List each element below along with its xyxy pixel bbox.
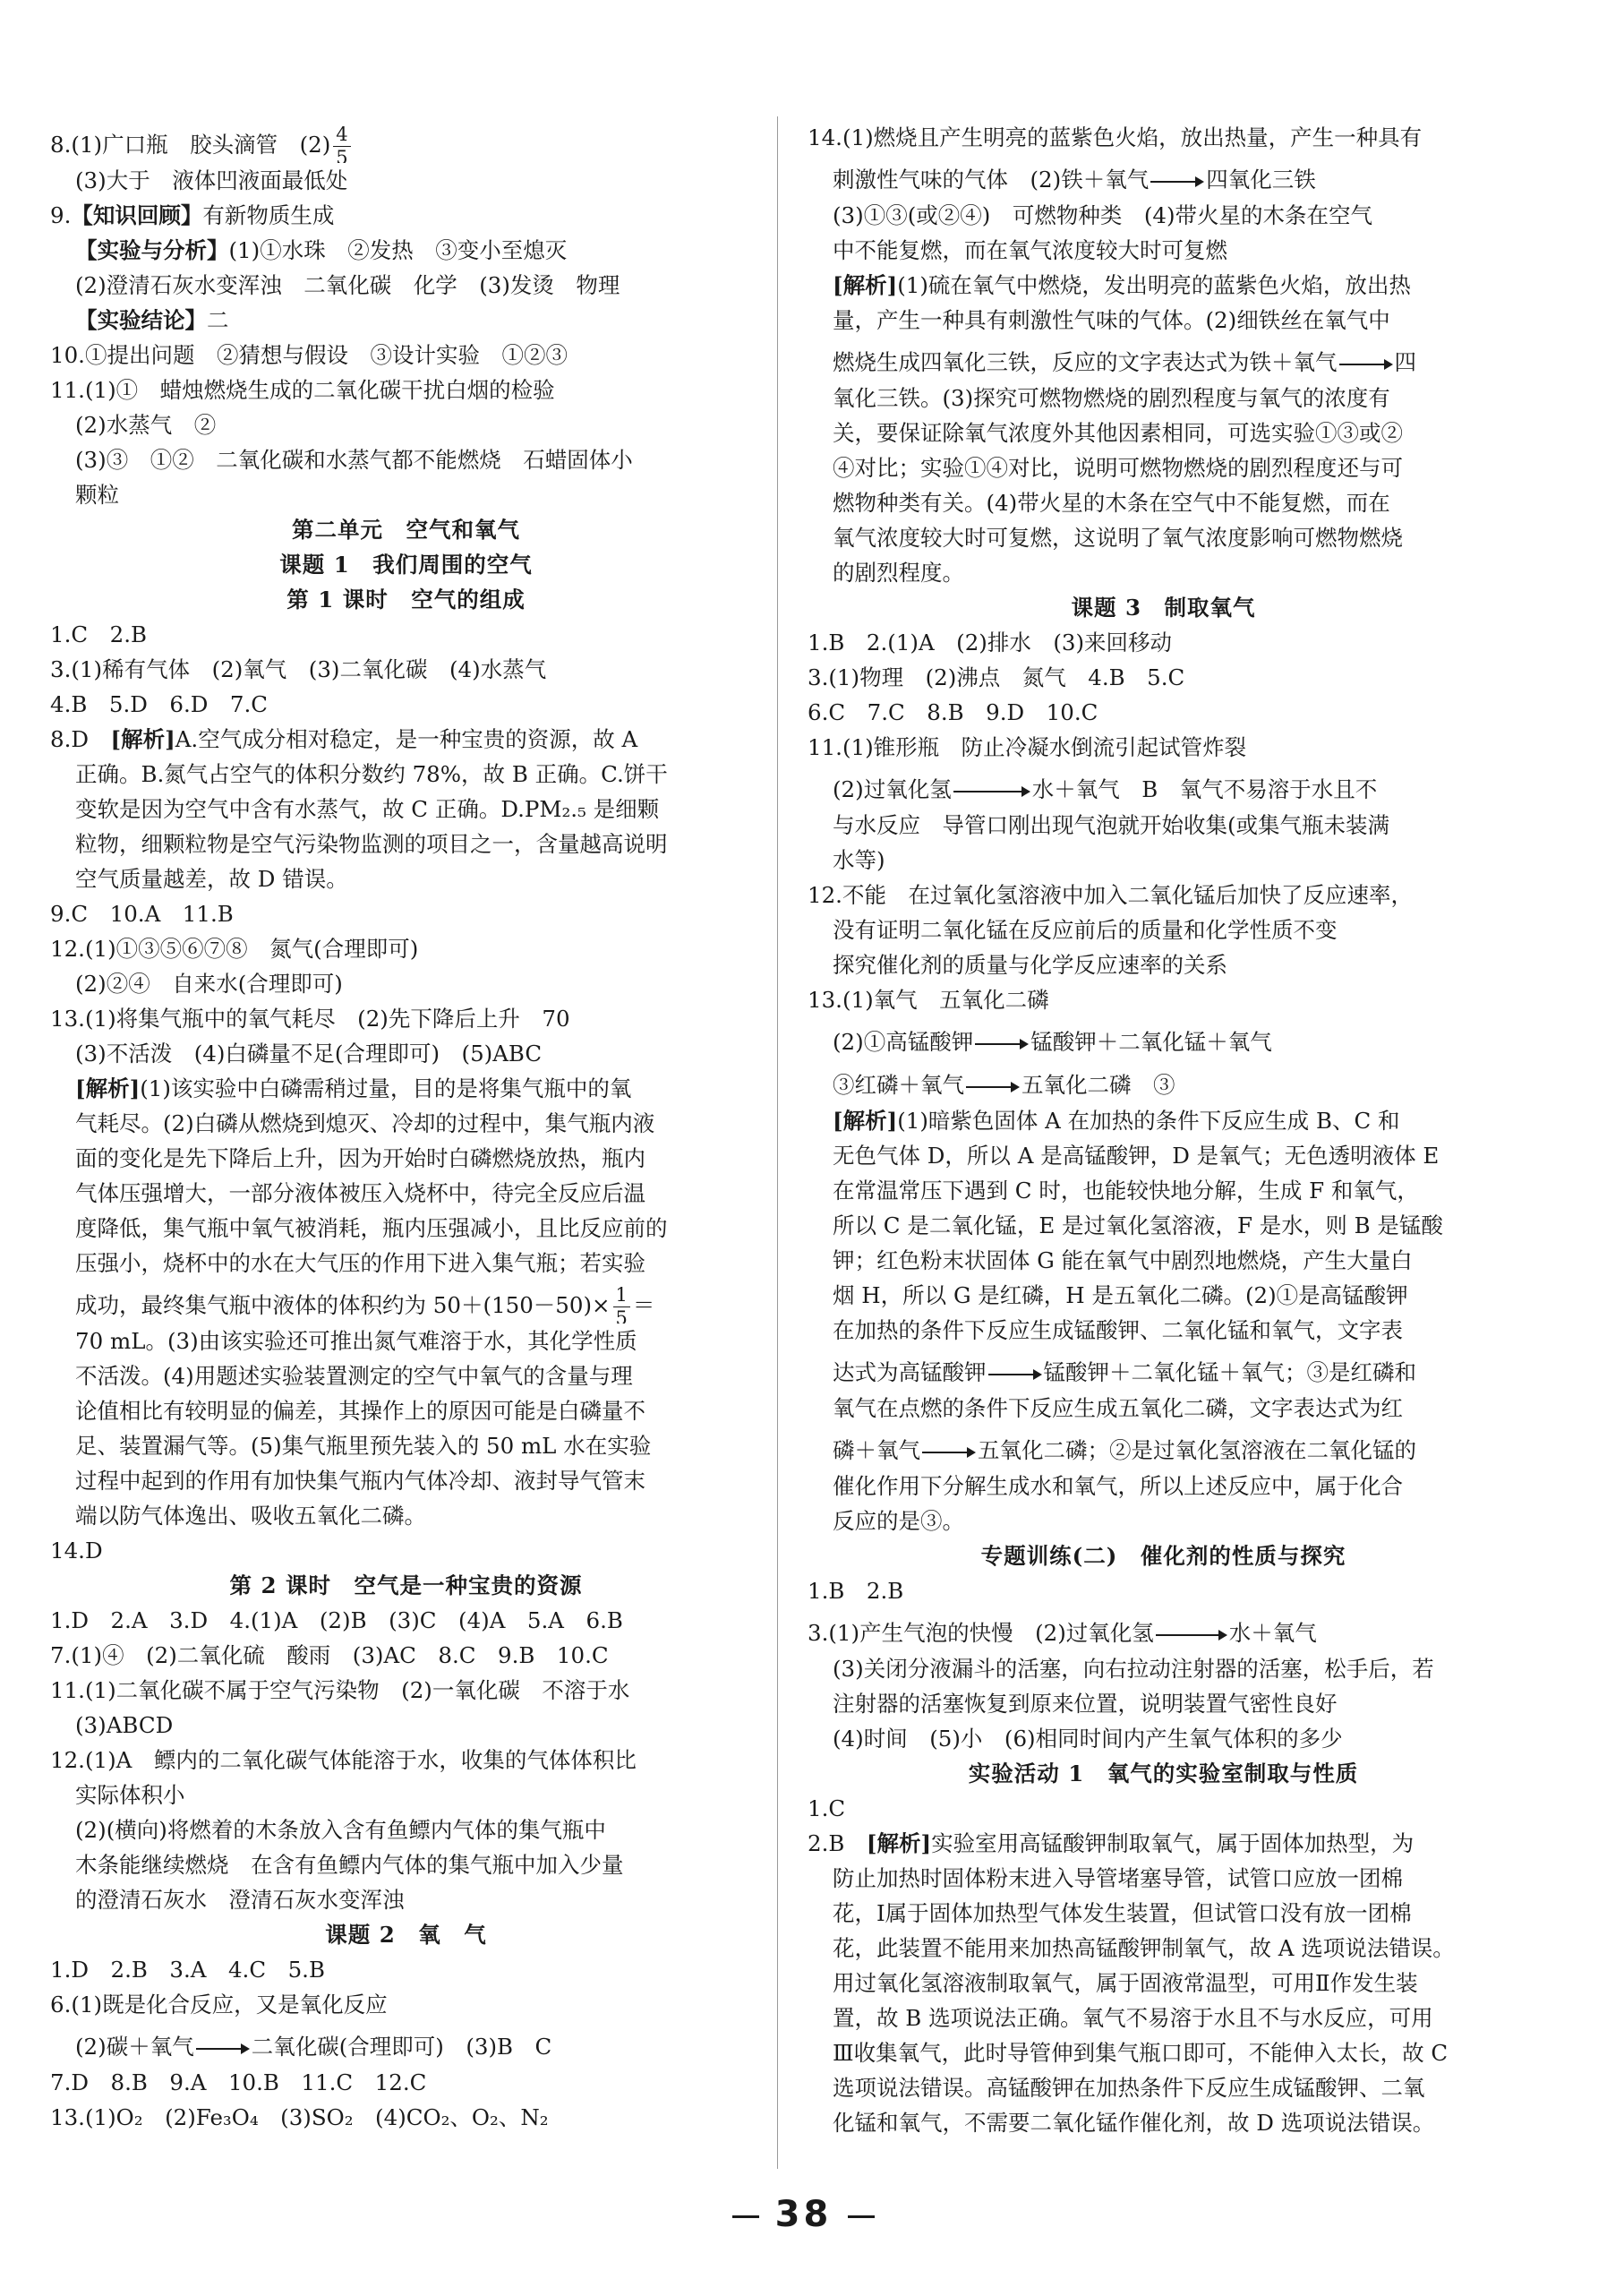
arrow-icon [975, 1037, 1029, 1049]
topic-heading: 专题训练(二) 催化剂的性质与探究 [980, 1543, 1346, 1569]
answer-line: 7.D 8.B 9.A 10.B 11.C 12.C [50, 2069, 427, 2095]
answer-line: 木条能继续燃烧 在含有鱼鳔内气体的集气瓶中加入少量 [75, 1852, 624, 1878]
answer-line: 12.(1)A 鳔内的二氧化碳气体能溶于水，收集的气体体积比 [50, 1747, 637, 1773]
answer-line: 1.C [808, 1795, 846, 1821]
answer-line: 氧气在点燃的条件下反应生成五氧化二磷，文字表达式为红 [833, 1395, 1403, 1421]
answer-line: 没有证明二氧化锰在反应前后的质量和化学性质不变 [833, 917, 1338, 943]
answer-line: 压强小，烧杯中的水在大气压的作用下进入集气瓶；若实验 [75, 1250, 645, 1276]
answer-line: (3)①③(或②④) 可燃物种类 (4)带火星的木条在空气 [833, 202, 1373, 228]
answer-line: 8.D [解析]A.空气成分相对稳定，是一种宝贵的资源，故 A [50, 726, 638, 752]
answer-line: 空气质量越差，故 D 错误。 [75, 866, 348, 892]
arrow-icon [922, 1445, 976, 1458]
answer-line: 选项说法错误。高锰酸钾在加热条件下反应生成锰酸钾、二氧 [833, 2075, 1425, 2101]
answer-line: 的澄清石灰水 澄清石灰水变浑浊 [75, 1887, 405, 1913]
answer-line: 70 mL。(3)由该实验还可推出氮气难溶于水，其化学性质 [75, 1328, 637, 1354]
answer-line: 燃物种类有关。(4)带火星的木条在空气中不能复燃，而在 [833, 490, 1390, 516]
reaction-arrow [988, 1348, 1042, 1391]
answer-line: (2)过氧化氢 水＋氧气 B 氧气不易溶于水且不 [808, 765, 1519, 808]
answer-line: 达式为高锰酸钾 锰酸钾＋二氧化锰＋氧气；③是红磷和 [808, 1348, 1519, 1391]
answer-line: 变软是因为空气中含有水蒸气，故 C 正确。D.PM₂.₅ 是细颗 [75, 796, 660, 822]
answer-line: Ⅲ收集氧气，此时导管伸到集气瓶口即可，不能伸入太长，故 C [833, 2040, 1449, 2066]
answer-line: 量，产生一种具有刺激性气味的气体。(2)细铁丝在氧气中 [833, 307, 1390, 333]
dash-left [732, 2215, 759, 2218]
arrow-icon [1339, 357, 1393, 370]
answer-line: 12.不能 在过氧化氢溶液中加入二氧化锰后加快了反应速率， [808, 882, 1413, 908]
answer-line: (4)时间 (5)小 (6)相同时间内产生氧气体积的多少 [833, 1726, 1343, 1752]
answer-line: 11.(1)二氧化碳不属于空气污染物 (2)一氧化碳 不溶于水 [50, 1677, 630, 1703]
arrow-icon [953, 784, 1030, 797]
answer-line: 在常温常压下遇到 C 时，也能较快地分解，生成 F 和氧气， [833, 1178, 1419, 1204]
answer-line: (3)大于 液体凹液面最低处 [75, 167, 348, 193]
answer-line: 13.(1)O₂ (2)Fe₃O₄ (3)SO₂ (4)CO₂、O₂、N₂ [50, 2104, 549, 2130]
answer-line: 7.(1)④ (2)二氧化硫 酸雨 (3)AC 8.C 9.B 10.C [50, 1642, 609, 1668]
fraction: $\frac{4}{5}$ [333, 125, 350, 163]
answer-line: 3.(1)产生气泡的快慢 (2)过氧化氢 水＋氧气 [808, 1608, 1519, 1651]
period-heading: 第 1 课时 空气的组成 [286, 587, 526, 613]
answer-line: 1.D 2.A 3.D 4.(1)A (2)B (3)C (4)A 5.A 6.B [50, 1607, 623, 1633]
answer-line: 不活泼。(4)用题述实验装置测定的空气中氧气的含量与理 [75, 1363, 633, 1389]
answer-line: 足、装置漏气等。(5)集气瓶里预先装入的 50 mL 水在实验 [75, 1433, 652, 1459]
answer-line: 3.(1)稀有气体 (2)氧气 (3)二氧化碳 (4)水蒸气 [50, 656, 547, 682]
arrow-icon [1156, 1628, 1227, 1641]
analysis-tag: [解析] [75, 1075, 141, 1101]
answer-line: 13.(1)氧气 五氧化二磷 [808, 987, 1049, 1013]
answer-line: 3.(1)物理 (2)沸点 氮气 4.B 5.C [808, 664, 1185, 690]
answer-line: 置，故 B 选项说法正确。氧气不易溶于水且不与水反应，可用 [833, 2005, 1433, 2031]
answer-line: [解析](1)该实验中白磷需稍过量，目的是将集气瓶中的氧 [75, 1075, 632, 1101]
reaction-arrow [922, 1426, 976, 1469]
answer-line: 9.C 10.A 11.B [50, 901, 234, 927]
answer-line: (2)(横向)将燃着的木条放入含有鱼鳔内气体的集气瓶中 [75, 1817, 606, 1843]
section-tag: 【实验结论】 [75, 307, 207, 333]
right-column [808, 120, 1519, 2140]
left-column [50, 120, 762, 2135]
answer-line: (2)澄清石灰水变浑浊 二氧化碳 化学 (3)发烫 物理 [75, 272, 620, 298]
page-footer [0, 2194, 1607, 2235]
period-heading: 第 2 课时 空气是一种宝贵的资源 [229, 1572, 583, 1598]
answer-line: 烟 H，所以 G 是红磷，H 是五氧化二磷。(2)①是高锰酸钾 [833, 1282, 1408, 1308]
answer-line: 花，此装置不能用来加热高锰酸钾制氧气，故 A 选项说法错误。 [833, 1935, 1455, 1961]
arrow-icon [196, 2042, 250, 2054]
answer-line: 14.(1)燃烧且产生明亮的蓝紫色火焰，放出热量，产生一种具有 [808, 124, 1423, 150]
answer-line: 的剧烈程度。 [833, 560, 964, 586]
section-tag: 【实验与分析】 [75, 237, 229, 263]
answer-line: 在加热的条件下反应生成锰酸钾、二氧化锰和氧气，文字表 [833, 1317, 1403, 1343]
answer-line: 11.(1)① 蜡烛燃烧生成的二氧化碳干扰白烟的检验 [50, 377, 555, 403]
unit-heading: 第二单元 空气和氧气 [292, 517, 520, 543]
answer-line: 1.B 2.B [808, 1578, 904, 1604]
arrow-icon [1150, 175, 1204, 187]
section-tag: 【知识回顾】 [71, 202, 203, 228]
lesson-heading: 课题 1 我们周围的空气 [279, 552, 533, 578]
answer-line: 钾；红色粉末状固体 G 能在氧气中剧烈地燃烧，产生大量白 [833, 1247, 1413, 1273]
answer-line: 无色气体 D，所以 A 是高锰酸钾，D 是氧气；无色透明液体 E [833, 1143, 1440, 1169]
answer-line: 花，Ⅰ属于固体加热型气体发生装置，但试管口没有放一团棉 [833, 1900, 1412, 1926]
answer-line: 10.①提出问题 ②猜想与假设 ③设计实验 ①②③ [50, 342, 568, 368]
answer-line: ④对比；实验①④对比，说明可燃物燃烧的剧烈程度还与可 [833, 455, 1403, 481]
answer-line: 1.D 2.B 3.A 4.C 5.B [50, 1957, 325, 1983]
answer-line: (3)ABCD [75, 1712, 174, 1738]
answer-line: 度降低，集气瓶中氧气被消耗，瓶内压强减小，且比反应前的 [75, 1215, 668, 1241]
analysis-tag: [解析] [866, 1830, 932, 1856]
answer-line: (3)不活泼 (4)白磷量不足(合理即可) (5)ABC [75, 1041, 543, 1067]
answer-line: 中不能复燃，而在氧气浓度较大时可复燃 [833, 237, 1227, 263]
answer-line: 反应的是③。 [833, 1508, 964, 1534]
answer-line: 6.(1)既是化合反应，又是氧化反应 [50, 1992, 388, 2018]
answer-line: 所以 C 是二氧化锰，E 是过氧化氢溶液，F 是水，则 B 是锰酸 [833, 1212, 1443, 1238]
answer-line: 刺激性气味的气体 (2)铁＋氧气 四氧化三铁 [808, 155, 1519, 198]
dash-right [848, 2215, 875, 2218]
answer-line: 探究催化剂的质量与化学反应速率的关系 [833, 952, 1227, 978]
answer-line: 8.(1)广口瓶 胶头滴管 (2) $\frac{4}{5}$ [50, 120, 762, 163]
lesson-heading: 课题 3 制取氧气 [1071, 595, 1256, 621]
answer-line: 14.D [50, 1538, 103, 1564]
answer-line: 注射器的活塞恢复到原来位置，说明装置气密性良好 [833, 1691, 1338, 1717]
answer-line: (2)②④ 自来水(合理即可) [75, 971, 343, 997]
answer-line: 6.C 7.C 8.B 9.D 10.C [808, 699, 1098, 725]
reaction-arrow [1150, 155, 1204, 198]
answer-line: 13.(1)将集气瓶中的氧气耗尽 (2)先下降后上升 70 [50, 1006, 570, 1032]
answer-line: 1.B 2.(1)A (2)排水 (3)来回移动 [808, 630, 1173, 655]
answer-line: 论值相比有较明显的偏差，其操作上的原因可能是白磷量不 [75, 1398, 645, 1424]
answer-line: 4.B 5.D 6.D 7.C [50, 691, 269, 717]
answer-line: 化锰和氧气，不需要二氧化锰作催化剂，故 D 选项说法错误。 [833, 2110, 1435, 2136]
lesson-heading: 课题 2 氧 气 [325, 1922, 487, 1948]
answer-line: [解析](1)硫在氧气中燃烧，发出明亮的蓝紫色火焰，放出热 [833, 272, 1411, 298]
answer-line: 用过氧化氢溶液制取氧气，属于固液常温型，可用Ⅱ作发生装 [833, 1970, 1418, 1996]
answer-line: 11.(1)锥形瓶 防止冷凝水倒流引起试管炸裂 [808, 734, 1247, 760]
reaction-arrow [196, 2022, 250, 2065]
answer-line: 成功，最终集气瓶中液体的体积约为 50＋(150－50)× $\frac{1}{5}$ ＝ [50, 1281, 762, 1324]
answer-line: 与水反应 导管口刚出现气泡就开始收集(或集气瓶未装满 [833, 812, 1390, 838]
answer-line: 端以防气体逸出、吸收五氧化二磷。 [75, 1503, 426, 1529]
answer-line: 【实验与分析】(1)①水珠 ②发热 ③变小至熄灭 [75, 237, 568, 263]
analysis-tag: [解析] [110, 726, 175, 752]
answer-line: 过程中起到的作用有加快集气瓶内气体冷却、液封导气管末 [75, 1468, 645, 1494]
activity-heading: 实验活动 1 氧气的实验室制取与性质 [968, 1761, 1359, 1786]
answer-line: 【实验结论】二 [75, 307, 229, 333]
answer-line: 催化作用下分解生成水和氧气，所以上述反应中，属于化合 [833, 1473, 1403, 1499]
answer-line: 关，要保证除氧气浓度外其他因素相同，可选实验①③或② [833, 420, 1403, 446]
analysis-tag: [解析] [833, 272, 898, 298]
answer-line: (2)碳＋氧气 二氧化碳(合理即可) (3)B C [50, 2022, 762, 2065]
analysis-tag: [解析] [833, 1108, 898, 1134]
answer-line: 12.(1)①③⑤⑥⑦⑧ 氮气(合理即可) [50, 936, 419, 962]
answer-line: 颗粒 [75, 482, 119, 508]
arrow-icon [988, 1367, 1042, 1380]
reaction-arrow [1156, 1608, 1227, 1651]
arrow-icon [966, 1080, 1020, 1092]
answer-line: 防止加热时固体粉末进入导管堵塞导管，试管口应放一团棉 [833, 1865, 1403, 1891]
answer-line: 燃烧生成四氧化三铁，反应的文字表达式为铁＋氧气 四 [808, 338, 1519, 381]
answer-line: 正确。B.氮气占空气的体积分数约 78%，故 B 正确。C.饼干 [75, 761, 668, 787]
answer-line: 气体压强增大，一部分液体被压入烧杯中，待完全反应后温 [75, 1180, 645, 1206]
reaction-arrow [975, 1017, 1029, 1060]
answer-line: 氧气浓度较大时可复燃，这说明了氧气浓度影响可燃物燃烧 [833, 525, 1403, 551]
answer-line: 9.【知识回顾】有新物质生成 [50, 202, 335, 228]
answer-line: 1.C 2.B [50, 621, 148, 647]
answer-line: (2)水蒸气 ② [75, 412, 217, 438]
answer-line: 气耗尽。(2)白磷从燃烧到熄灭、冷却的过程中，集气瓶内液 [75, 1110, 655, 1136]
reaction-arrow [1339, 338, 1393, 381]
fraction: $\frac{1}{5}$ [613, 1286, 630, 1324]
answer-line: 2.B [解析]实验室用高锰酸钾制取氧气，属于固体加热型，为 [808, 1830, 1415, 1856]
answer-line: 粒物，细颗粒物是空气污染物监测的项目之一，含量越高说明 [75, 831, 668, 857]
answer-line: 水等) [833, 847, 885, 873]
answer-line: 实际体积小 [75, 1782, 185, 1808]
answer-line: (3)③ ①② 二氧化碳和水蒸气都不能燃烧 石蜡固体小 [75, 447, 633, 473]
answer-line: 氧化三铁。(3)探究可燃物燃烧的剧烈程度与氧气的浓度有 [833, 385, 1390, 411]
column-divider [777, 116, 778, 2169]
answer-line: (2)①高锰酸钾 锰酸钾＋二氧化锰＋氧气 [808, 1017, 1519, 1060]
answer-line: 磷＋氧气 五氧化二磷；②是过氧化氢溶液在二氧化锰的 [808, 1426, 1519, 1469]
answer-line: (3)关闭分液漏斗的活塞，向右拉动注射器的活塞，松手后，若 [833, 1656, 1434, 1682]
reaction-arrow [953, 765, 1030, 808]
answer-line: ③红磷＋氧气 五氧化二磷 ③ [808, 1060, 1519, 1103]
reaction-arrow [966, 1060, 1020, 1103]
answer-line: 面的变化是先下降后上升，因为开始时白磷燃烧放热，瓶内 [75, 1145, 645, 1171]
answer-line: [解析](1)暗紫色固体 A 在加热的条件下反应生成 B、C 和 [833, 1108, 1400, 1134]
page-number: 38 [774, 2194, 833, 2235]
